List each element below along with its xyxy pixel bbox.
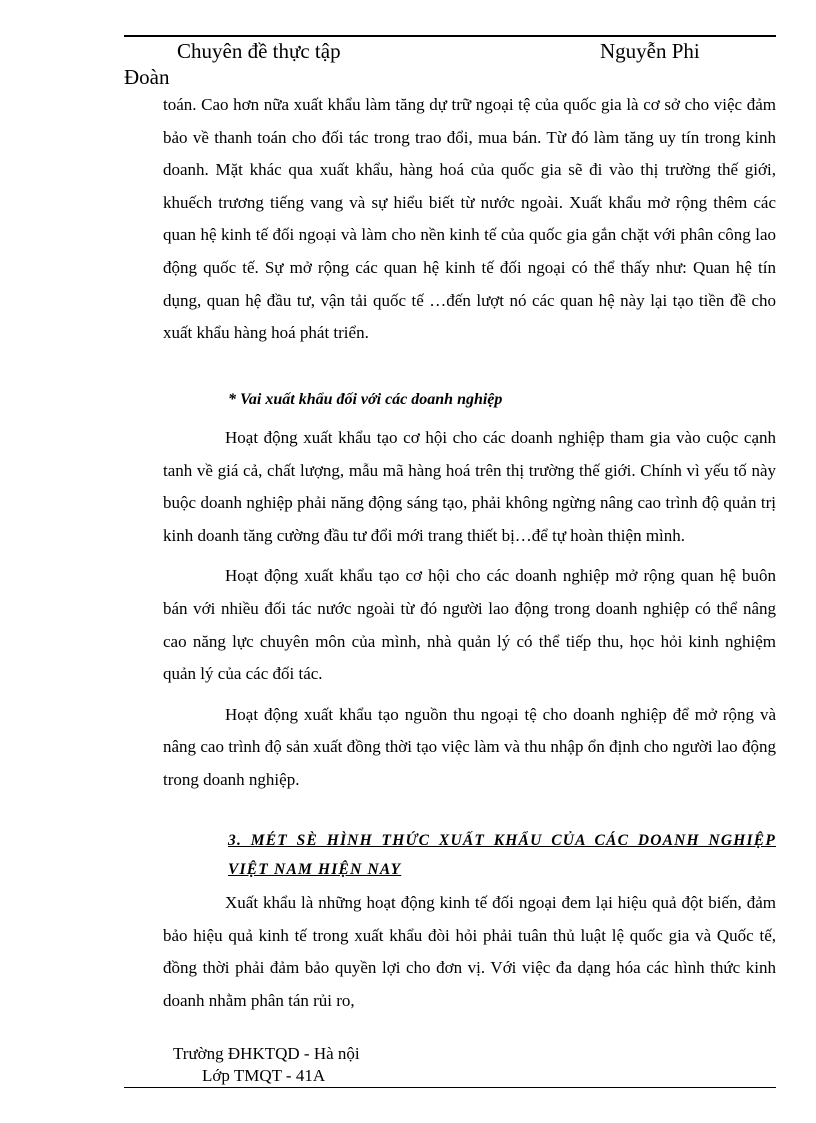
section-title: 3. MÉT SÈ HÌNH THỨC XUẤT KHẨU CỦA CÁC DOANH NGHIỆP VIỆT NAM HIỆN NAY	[228, 832, 776, 878]
paragraph-export-role-nation: toán. Cao hơn nữa xuất khẩu làm tăng dự trữ ngoại tệ của quốc gia là cơ sở cho việc đảm bảo về thanh toán cho đối tác trong trao đổi, mua bán. Từ đó làm tăng uy tín trong kinh doanh. Mặt khác qua xuất khẩu, hàng hoá của quốc gia sẽ đi vào thị trường thế giới, khuếch trương tiếng vang và sự hiểu biết từ nước ngoài. Xuất khẩu mở rộng thêm các quan hệ kinh tế đối ngoại và làm cho nền kinh tế của quốc gia gắn chặt với phân công lao động quốc tế. Sự mở rộng các quan hệ kinh tế đối ngoại có thể thấy như: Quan hệ tín dụng, quan hệ đầu tư, vận tải quốc tế …đến lượt nó các quan hệ này lại tạo tiền đề cho xuất khẩu hàng hoá phát triển.	[163, 95, 776, 343]
paragraph-export-forms: Xuất khẩu là những hoạt động kinh tế đối ngoại đem lại hiệu quả đột biến, đảm bảo hiệu quả kinh tế trong xuất khẩu đòi hỏi phải tuân thủ luật lệ quốc gia và Quốc tế, đồng thời phải đảm bảo quyền lợi cho đơn vị. Với việc đa dạng hóa các hình thức kinh doanh nhằm phân tán rủi ro,	[163, 893, 776, 1010]
header-author: Nguyễn Phi	[600, 39, 700, 63]
footer-class: Lớp TMQT - 41A	[202, 1066, 326, 1085]
paragraph-foreign-currency: Hoạt động xuất khẩu tạo nguồn thu ngoại tệ cho doanh nghiệp để mở rộng và nâng cao trình độ sản xuất đồng thời tạo việc làm và thu nhập ổn định cho người lao động trong doanh nghiệp.	[163, 704, 776, 789]
footer-rule	[124, 1087, 776, 1088]
footer-school: Trường ĐHKTQD - Hà nội	[173, 1044, 360, 1063]
header-author-continued: Đoàn	[124, 65, 170, 89]
header-rule	[124, 35, 776, 37]
subheading-role-for-enterprises: * Vai xuất khẩu đối với các doanh nghiệp	[228, 391, 503, 408]
paragraph-competition: Hoạt động xuất khẩu tạo cơ hội cho các doanh nghiệp tham gia vào cuộc cạnh tanh về giá cả, chất lượng, mẫu mã hàng hoá trên thị trường thế giới. Chính vì yếu tố này buộc doanh nghiệp phải năng động sáng tạo, phải không ngừng nâng cao trình độ quản trị kinh doanh tăng cường đầu tư đổi mới trang thiết bị…để tự hoàn thiện mình.	[163, 428, 776, 545]
body-block-3	[163, 887, 776, 1017]
header-title: Chuyên đề thực tập	[177, 39, 341, 63]
body-block-2	[163, 422, 776, 797]
paragraph-partners: Hoạt động xuất khẩu tạo cơ hội cho các doanh nghiệp mở rộng quan hệ buôn bán với nhiều đối tác nước ngoài từ đó người lao động trong doanh nghiệp có thể nâng cao năng lực chuyên môn của mình, nhà quản lý có thể tiếp thu, học hỏi kinh nghiệm quản lý của các đối tác.	[163, 566, 776, 684]
body-block-1	[163, 89, 776, 350]
